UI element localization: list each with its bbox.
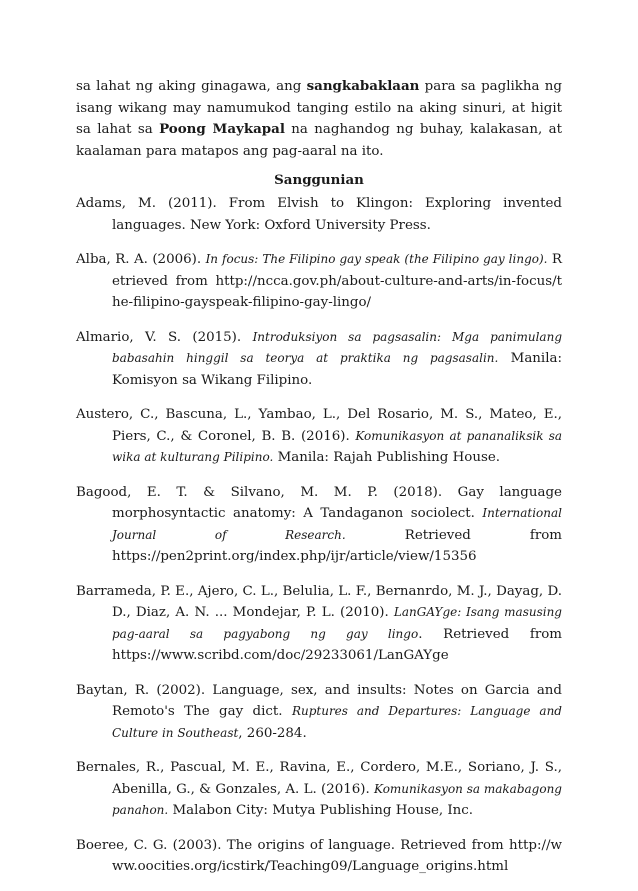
- reference-item: [76, 757, 562, 822]
- intro-bold-1: sangkabaklaan: [306, 78, 420, 94]
- reference-item: [76, 680, 562, 745]
- references-heading: Sanggunian: [274, 172, 364, 188]
- ref-title: Komunikasyon at pananaliksik sa wika at kulturang Pilipino.: [112, 428, 563, 464]
- ref-title: Komunikasyon sa makabagong panahon.: [112, 781, 562, 817]
- ref-post: Malabon City: Mutya Publishing House, Inc.: [168, 803, 474, 818]
- acknowledgement-paragraph: [76, 76, 562, 162]
- ref-pre: Barrameda, P. E., Ajero, C. L., Belulia, L. F., Bernanrdo, M. J., Dayag, D. D., Diaz, A. N. ... Mondejar, P. L. (2010).: [76, 583, 562, 620]
- ref-title: LanGAYge: Isang masusing pag-aaral sa pagyabong ng gay lingo: [112, 605, 562, 641]
- reference-item: [76, 581, 562, 667]
- ref-post: Manila: Komisyon sa Wikang Filipino.: [112, 351, 562, 388]
- intro-text-2: para sa paglikha ng isang wikang may namumukod tanging estilo na aking sinuri, at higit sa lahat sa: [76, 79, 562, 137]
- reference-item: [76, 327, 562, 392]
- reference-item: [76, 249, 562, 314]
- ref-pre: Austero, C., Bascuna, L., Yambao, L., Del Rosario, M. S., Mateo, E., Piers, C., & Coronel, B. B. (2016).: [76, 407, 562, 444]
- ref-post: Manila: Rajah Publishing House.: [273, 450, 501, 465]
- reference-list: [76, 193, 562, 891]
- ref-post: , 260-284.: [238, 725, 307, 741]
- ref-title: International Journal of Research.: [112, 506, 562, 542]
- ref-title: Introduksiyon sa pagsasalin: Mga panimulang babasahin hinggil sa teorya at praktika ng pagsasalin.: [112, 329, 562, 365]
- ref-pre: Almario, V. S. (2015).: [76, 329, 253, 345]
- reference-item: [76, 193, 562, 236]
- ref-pre: Baytan, R. (2002). Language, sex, and insults: Notes on Garcia and Remoto's The gay dict.: [76, 682, 562, 719]
- reference-item: [76, 404, 562, 469]
- intro-text-1: sa lahat ng aking ginagawa, ang: [76, 79, 307, 94]
- ref-post: Retrieved from https://pen2print.org/index.php/ijr/article/view/15356: [112, 527, 562, 564]
- ref-title: In focus: The Filipino gay speak (the Filipino gay lingo).: [205, 252, 548, 266]
- ref-post: . Retrieved from https://www.scribd.com/doc/29233061/LanGAYge: [112, 626, 562, 663]
- ref-pre: Alba, R. A. (2006).: [76, 252, 206, 267]
- ref-pre: Bagood, E. T. & Silvano, M. M. P. (2018). Gay language morphosyntactic anatomy: A Tandaganon sociolect.: [76, 484, 562, 521]
- ref-title: Ruptures and Departures: Language and Culture in Southeast: [112, 704, 562, 740]
- intro-bold-2: Poong Maykapal: [159, 121, 285, 137]
- ref-pre: Adams, M. (2011). From Elvish to Klingon: Exploring invented languages. New York: Oxford University Press.: [76, 196, 562, 233]
- intro-text-3: na naghandog ng buhay, kalakasan, at kaalaman para matapos ang pag-aaral na ito.: [76, 122, 562, 159]
- ref-pre: Boeree, C. G. (2003). The origins of language. Retrieved from http://www.oocities.org/icstirk/Teaching09/Language_origins.html: [76, 837, 562, 874]
- ref-pre: Bernales, R., Pascual, M. E., Ravina, E., Cordero, M.E., Soriano, J. S., Abenilla, G., & Gonzales, A. L. (2016).: [76, 760, 562, 797]
- reference-item: [76, 835, 562, 878]
- reference-item: [76, 482, 562, 568]
- ref-post: Retrieved from http://ncca.gov.ph/about-culture-and-arts/in-focus/the-filipino-gayspeak-filipino-gay-lingo/: [112, 252, 563, 310]
